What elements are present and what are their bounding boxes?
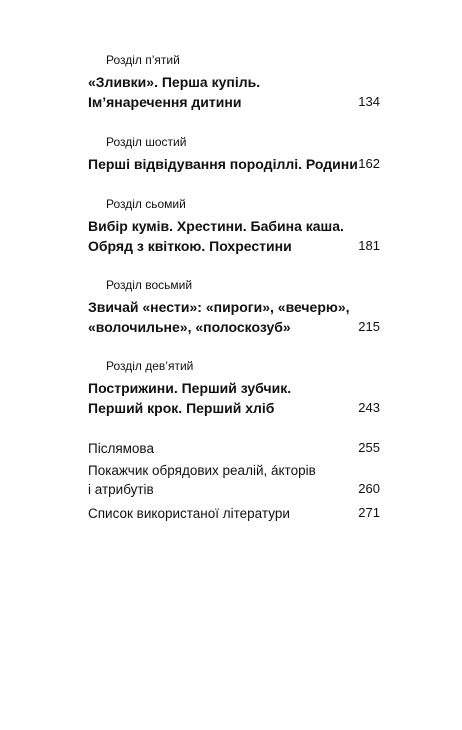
- toc-afterword: [88, 438, 380, 458]
- appendix-title: [88, 439, 338, 458]
- title-line: Перший крок. Перший хліб: [88, 400, 275, 416]
- page-number: 162: [358, 156, 380, 171]
- title-line: Обряд з квіткою. Похрестини: [88, 238, 292, 254]
- appendix-title: [88, 461, 338, 499]
- page-number: 271: [358, 505, 380, 520]
- title-line: Ім’янаречення дитини: [88, 94, 242, 110]
- toc-entry: [88, 461, 380, 499]
- page-number: 260: [358, 481, 380, 496]
- title-line: Покажчик обрядових реалій, áкторів: [88, 463, 316, 478]
- chapter-label: Розділ дев’ятий: [106, 359, 194, 373]
- toc-entry: [88, 378, 380, 418]
- toc-entry: [88, 297, 380, 337]
- toc-entry: [88, 154, 380, 174]
- page-number: 255: [358, 440, 380, 455]
- chapter-title: [88, 378, 338, 418]
- title-line: Післямова: [88, 441, 154, 456]
- title-line: і атрибутів: [88, 482, 154, 497]
- toc-index: [88, 461, 380, 499]
- toc-chapter-6: [88, 134, 380, 174]
- toc-chapter-9: [88, 358, 380, 418]
- title-line: Пострижини. Перший зубчик.: [88, 380, 292, 396]
- chapter-title: [88, 72, 338, 112]
- page-number: 243: [358, 400, 380, 415]
- toc-entry: [88, 216, 380, 256]
- toc-chapter-5: [88, 52, 380, 112]
- title-line: Вибір кумів. Хрестини. Бабина каша.: [88, 218, 344, 234]
- chapter-label: Розділ шостий: [106, 135, 187, 149]
- title-line: Перші відвідування породіллі. Родини: [88, 156, 358, 172]
- chapter-label: Розділ п’ятий: [106, 53, 180, 67]
- chapter-title: [88, 297, 350, 337]
- chapter-title: [88, 216, 344, 256]
- page-number: 181: [358, 238, 380, 253]
- toc-entry: [88, 503, 380, 523]
- toc-entry: [88, 72, 380, 112]
- chapter-label: Розділ сьомий: [106, 197, 186, 211]
- page-number: 215: [358, 319, 380, 334]
- chapter-title: [88, 154, 358, 174]
- toc-chapter-8: [88, 277, 380, 337]
- appendix-title: [88, 504, 338, 523]
- title-line: «волочильне», «полоскозуб»: [88, 319, 291, 335]
- title-line: «Зливки». Перша купіль.: [88, 74, 261, 90]
- chapter-label: Розділ восьмий: [106, 278, 193, 292]
- toc-bibliography: [88, 503, 380, 523]
- toc-chapter-7: [88, 196, 380, 256]
- title-line: Звичай «нести»: «пироги», «вечерю»,: [88, 299, 350, 315]
- page-number: 134: [358, 94, 380, 109]
- toc-entry: [88, 438, 380, 458]
- title-line: Список використаної літератури: [88, 506, 290, 521]
